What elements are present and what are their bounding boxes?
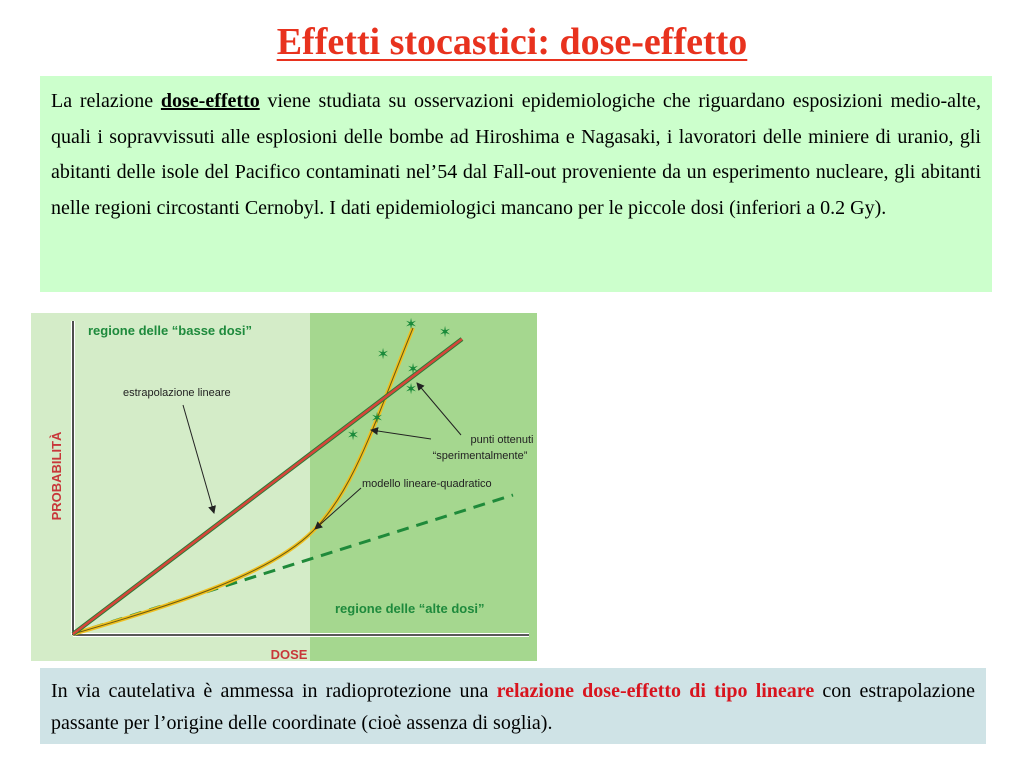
region-low-label: regione delle “basse dosi” (88, 323, 252, 338)
point-marker: ✶ (404, 315, 418, 333)
y-axis-label: PROBABILITÀ (49, 431, 64, 521)
intro-keyword: dose-effetto (160, 90, 260, 112)
point-marker: ✶ (438, 323, 452, 341)
point-marker: ✶ (346, 426, 360, 444)
intro-text-start: La relazione (51, 90, 161, 112)
conclusion-text-start: In via cautelativa è ammessa in radioprotezione una (51, 680, 497, 702)
point-marker: ✶ (376, 345, 390, 363)
dose-response-figure (31, 313, 537, 661)
x-axis-label: DOSE (270, 647, 308, 661)
region-high-label: regione delle “alte dosi” (335, 601, 485, 616)
conclusion-textbox (40, 668, 986, 744)
page-title: Effetti stocastici: dose-effetto (276, 21, 748, 63)
point-marker: ✶ (406, 360, 420, 378)
point-marker: ✶ (404, 380, 418, 398)
conclusion-keyword: relazione dose-effetto di tipo lineare (496, 680, 815, 702)
conclusion-text-rest: con estrapolazione passante per l’origine delle coordinate (cioè assenza di soglia). (51, 680, 976, 734)
model-label: modello lineare-quadratico (362, 478, 492, 490)
intro-text-rest: viene studiata su osservazioni epidemiologiche che riguardano esposizioni medio-alte, quali i sopravvissuti alle esplosioni delle bombe ad Hiroshima e Nagasaki, i lavoratori delle miniere di uranio, gli abitanti delle isole del Pacifico contaminati nel’54 dal Fall-out proveniente da un esperimento nucleare, gli abitanti nelle regioni circostanti Cernobyl. I dati epidemiologici mancano per le piccole dosi (inferiori a 0.2 Gy). (51, 90, 981, 219)
point-marker: ✶ (370, 409, 384, 427)
points-label-line2: “sperimentalmente” (432, 450, 528, 462)
points-label-line1: punti ottenuti (470, 434, 534, 446)
linear-extrapolation-label: estrapolazione lineare (123, 387, 231, 399)
intro-textbox (40, 76, 992, 292)
